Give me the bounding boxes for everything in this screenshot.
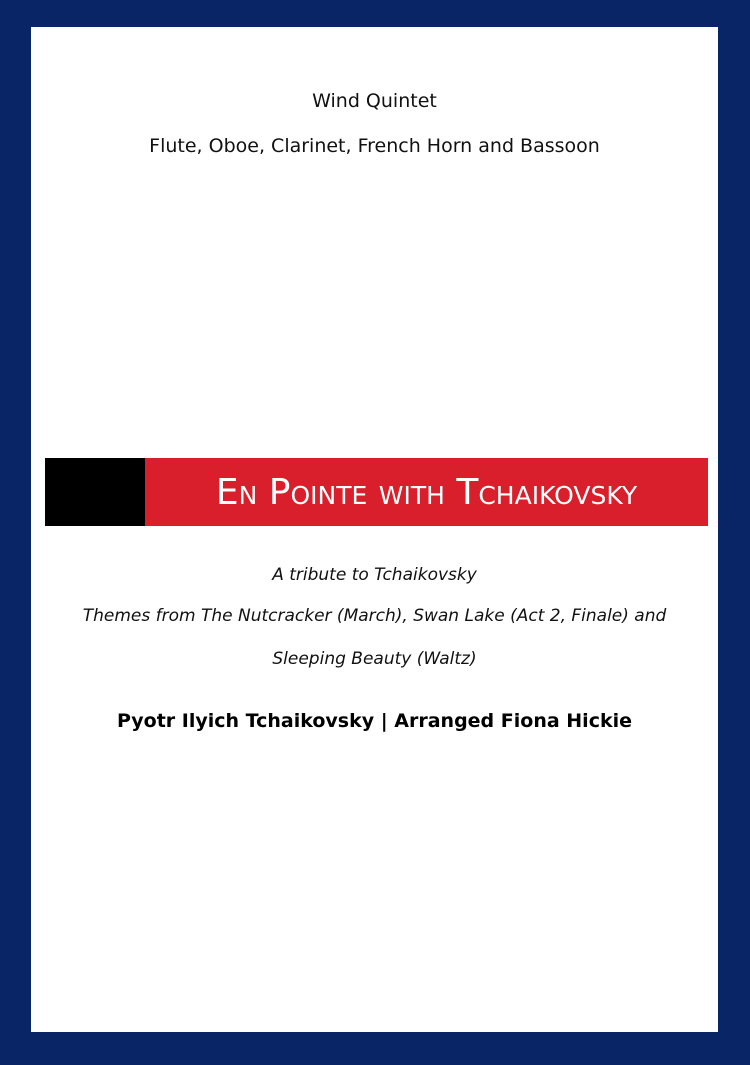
themes-line-2: Sleeping Beauty (Waltz): [272, 649, 477, 669]
ensemble-label: Wind Quintet: [312, 90, 437, 112]
instrumentation: Flute, Oboe, Clarinet, French Horn and Bassoon: [149, 135, 600, 157]
banner-black-block: [45, 458, 145, 526]
cover-page: [31, 27, 718, 1032]
title-banner: [45, 458, 708, 526]
piece-title: En Pointe with Tchaikovsky: [215, 472, 638, 513]
composer-arranger-credit: Pyotr Ilyich Tchaikovsky | Arranged Fiona Hickie: [116, 710, 632, 732]
subtitle: A tribute to Tchaikovsky: [272, 565, 477, 585]
themes-line-1: Themes from The Nutcracker (March), Swan Lake (Act 2, Finale) and: [82, 606, 667, 626]
